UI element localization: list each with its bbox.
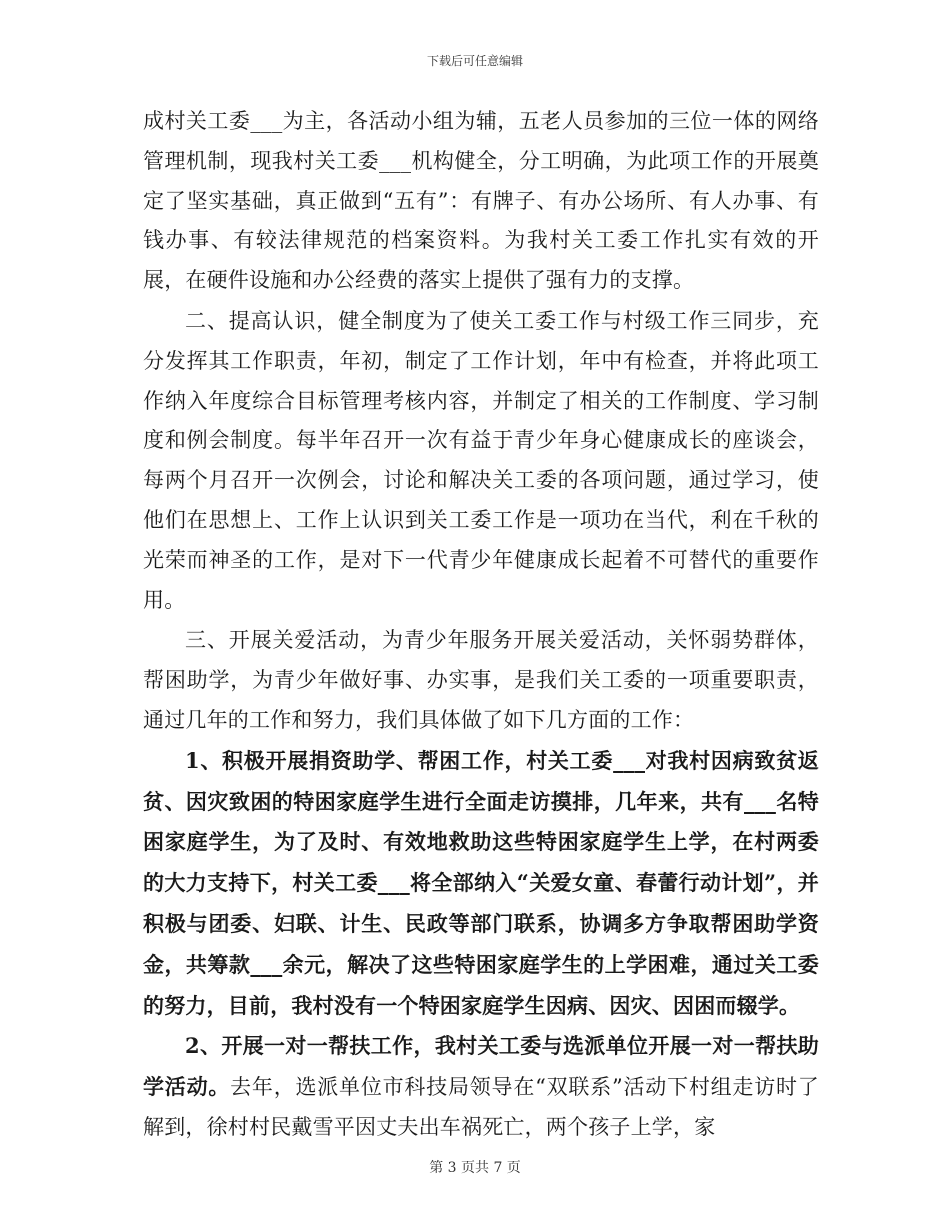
paragraph-item-1	[143, 741, 819, 1027]
paragraph-item-2	[143, 1026, 819, 1147]
document-body	[143, 101, 819, 1148]
paragraph-text: 去年，选派单位市科技局领导在“双联系”活动下村组走访时了解到，徐村村民戴雪平因丈夫出车祸死亡，两个孩子上学，家	[143, 1075, 819, 1139]
paragraph-care-activities	[143, 620, 819, 740]
paragraph-raise-awareness	[143, 301, 819, 620]
paragraph-lead: 2、开展一对一帮扶工作，我村关工委与选派单位开展一对一帮扶助学活动。	[143, 1033, 819, 1100]
page-footer: 第 3 页共 7 页	[429, 1160, 521, 1176]
paragraph-text: 三、开展关爱活动，为青少年服务开展关爱活动，关怀弱势群体，帮困助学，为青少年做好事、办实事，是我们关工委的一项重要职责，通过几年的工作和努力，我们具体做了如下几方面的工作：	[143, 628, 819, 732]
paragraph-organization	[143, 101, 819, 301]
page-header: 下载后可任意编辑	[426, 54, 523, 68]
paragraph-lead: 1、积极开展捐资助学、帮困工作，村关工委___对我村因病致贫返贫、因灾致困的特困家庭学生进行全面走访摸排，几年来，共有___名特困家庭学生，为了及时、有效地救助这些特困家庭学生上学，在村两委的大力支持下，村关工委___将全部纳入“关爱女童、春蕾行动计划”，并积极与团委、妇联、计生、民政等部门联系，协调多方争取帮困助学资金，共筹款___余元，解决了这些特困家庭学生的上学困难，通过关工委的努力，目前，我村没有一个特困家庭学生因病、因灾、因困而辍学。	[143, 747, 819, 1018]
paragraph-text: 二、提高认识，健全制度为了使关工委工作与村级工作三同步，充分发挥其工作职责，年初，制定了工作计划，年中有检查，并将此项工作纳入年度综合目标管理考核内容，并制定了相关的工作制度、学习制度和例会制度。每半年召开一次有益于青少年身心健康成长的座谈会，每两个月召开一次例会，讨论和解决关工委的各项问题，通过学习，使他们在思想上、工作上认识到关工委工作是一项功在当代，利在千秋的光荣而神圣的工作，是对下一代青少年健康成长起着不可替代的重要作用。	[143, 308, 819, 612]
paragraph-text: 成村关工委___为主，各活动小组为辅，五老人员参加的三位一体的网络管理机制，现我村关工委___机构健全，分工明确，为此项工作的开展奠定了坚实基础，真正做到“五有”：有牌子、有办公场所、有人办事、有钱办事、有较法律规范的档案资料。为我村关工委工作扎实有效的开展，在硬件设施和办公经费的落实上提供了强有力的支撑。	[143, 109, 819, 293]
